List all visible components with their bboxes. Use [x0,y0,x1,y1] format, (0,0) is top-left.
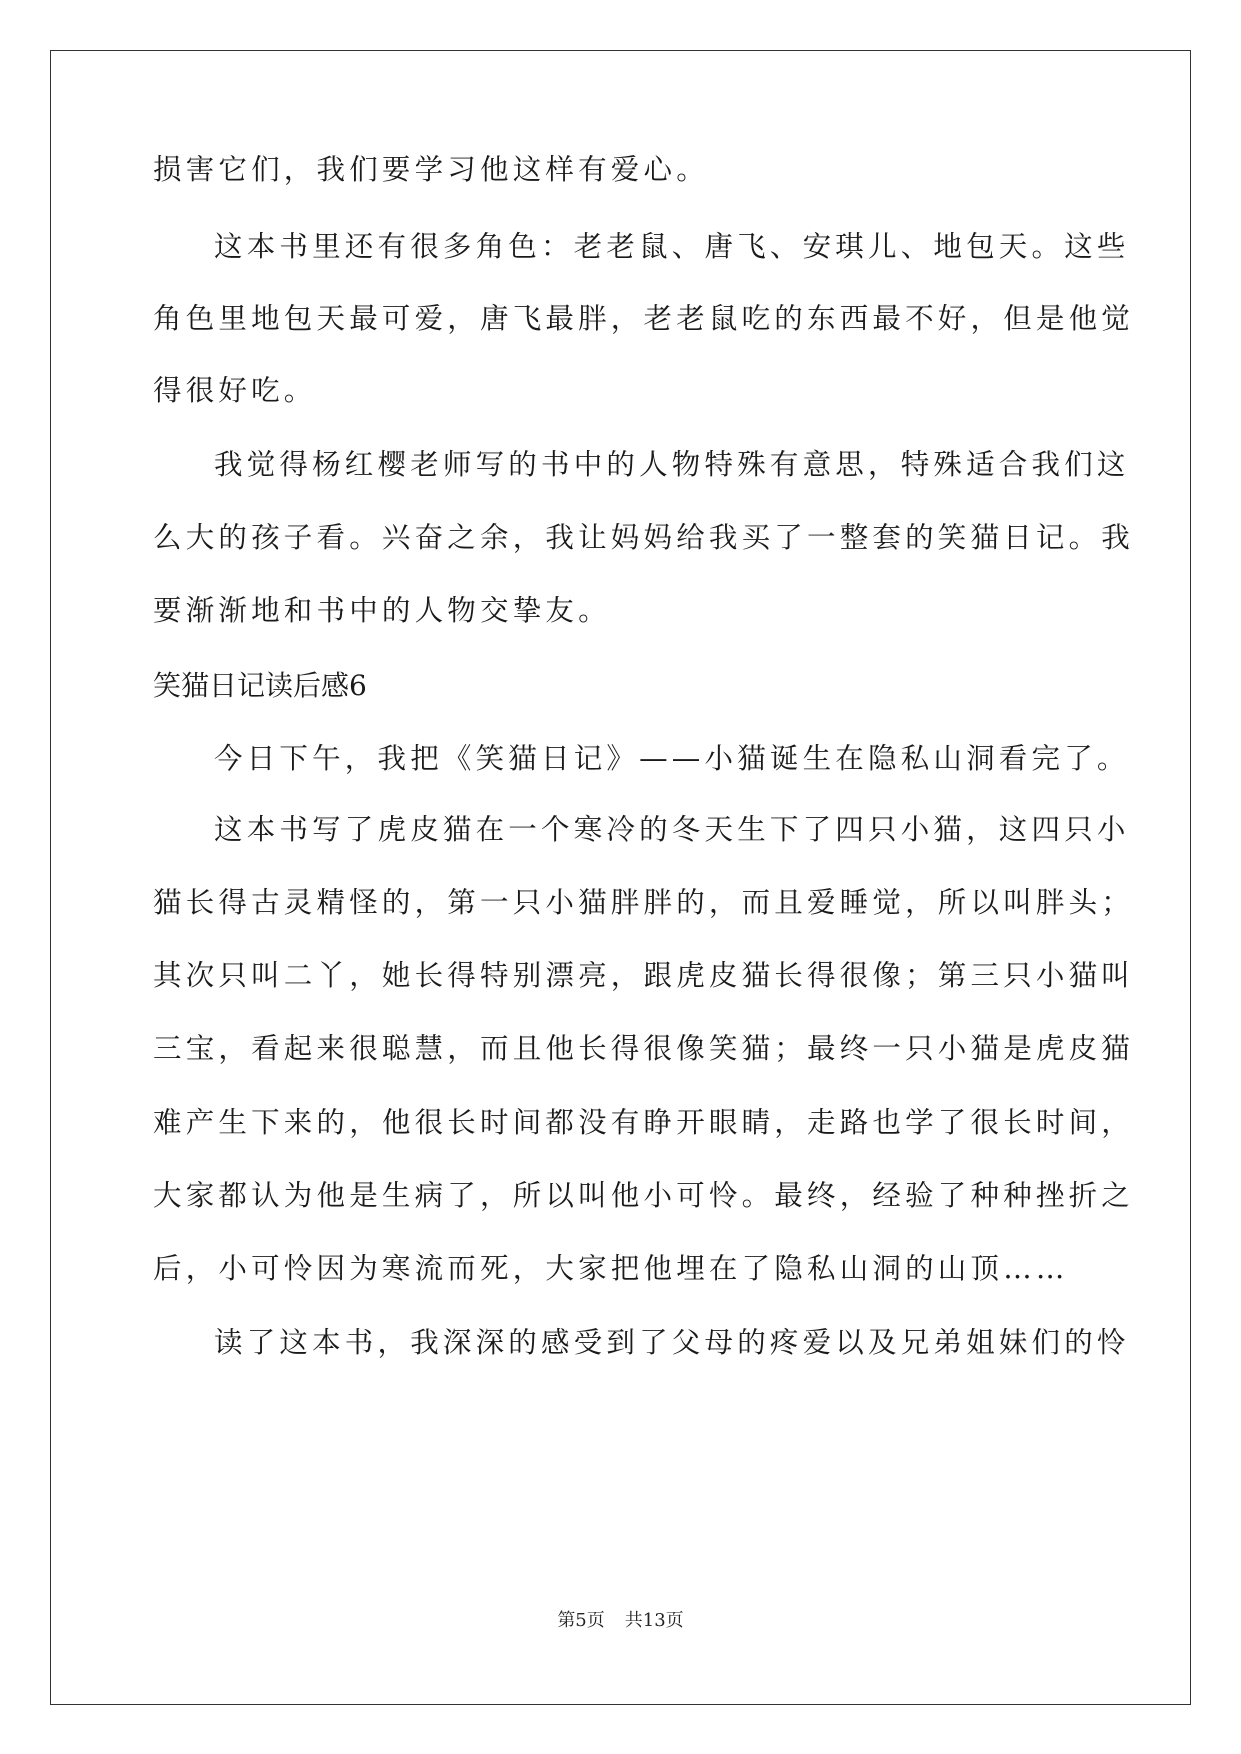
text-line: 其次只叫二丫，她长得特别漂亮，跟虎皮猫长得很像；第三只小猫叫 [153,959,1135,992]
text-line: 要渐渐地和书中的人物交挚友。 [153,594,611,627]
page-total: 共13页 [624,1610,684,1631]
section-heading: 笑猫日记读后感6 [153,669,367,702]
text-line: 读了这本书，我深深的感受到了父母的疼爱以及兄弟姐妹们的怜 [214,1326,1130,1359]
page-footer [0,1610,1241,1632]
text-line: 今日下午，我把《笑猫日记》——小猫诞生在隐私山洞看完了。 [214,742,1130,775]
text-line: 么大的孩子看。兴奋之余，我让妈妈给我买了一整套的笑猫日记。我 [153,521,1135,554]
text-line: 这本书写了虎皮猫在一个寒冷的冬天生下了四只小猫，这四只小 [214,813,1130,846]
page-number: 第5页 [557,1610,605,1631]
text-line: 难产生下来的，他很长时间都没有睁开眼睛，走路也学了很长时间， [153,1106,1135,1139]
text-line: 后，小可怜因为寒流而死，大家把他埋在了隐私山洞的山顶…… [153,1252,1069,1285]
text-line: 损害它们，我们要学习他这样有爱心。 [153,153,709,186]
text-line: 这本书里还有很多角色：老老鼠、唐飞、安琪儿、地包天。这些 [214,230,1130,263]
page-frame [50,50,1191,1705]
text-line: 得很好吃。 [153,374,317,407]
text-line: 角色里地包天最可爱，唐飞最胖，老老鼠吃的东西最不好，但是他觉 [153,302,1135,335]
text-line: 猫长得古灵精怪的，第一只小猫胖胖的，而且爱睡觉，所以叫胖头； [153,886,1135,919]
text-line: 我觉得杨红樱老师写的书中的人物特殊有意思，特殊适合我们这 [214,448,1130,481]
text-line: 大家都认为他是生病了，所以叫他小可怜。最终，经验了种种挫折之 [153,1179,1135,1212]
text-line: 三宝，看起来很聪慧，而且他长得很像笑猫；最终一只小猫是虎皮猫 [153,1032,1135,1065]
